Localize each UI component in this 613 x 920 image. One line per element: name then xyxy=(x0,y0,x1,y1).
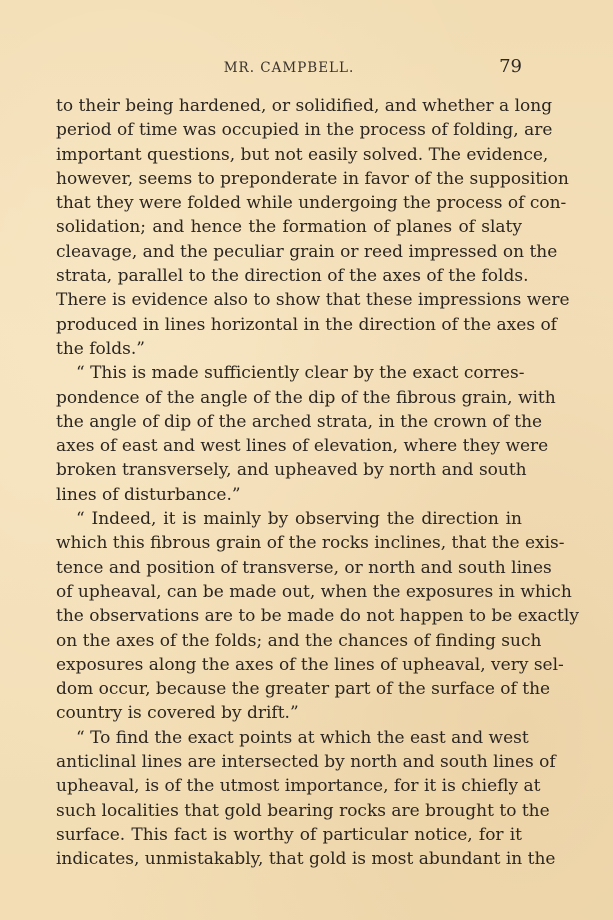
running-title: MR. CAMPBELL. xyxy=(223,60,355,76)
paragraph xyxy=(56,361,556,507)
text-line: country is covered by drift.” xyxy=(56,703,299,724)
text-line: which this fibrous grain of the rocks inclines, that the exis- xyxy=(56,533,565,554)
paragraph xyxy=(56,726,556,872)
text-line: strata, parallel to the direction of the axes of the folds. xyxy=(56,266,529,287)
text-line: broken transversely, and upheaved by north and south xyxy=(56,460,527,481)
running-head xyxy=(56,58,522,78)
text-line: “ Indeed, it is mainly by observing the direction in xyxy=(76,509,522,530)
text-line: solidation; and hence the formation of planes of slaty xyxy=(56,217,522,238)
page-number: 79 xyxy=(499,56,522,77)
text-line: such localities that gold bearing rocks are brought to the xyxy=(56,800,550,821)
text-line: however, seems to preponderate in favor of the supposition xyxy=(56,168,569,189)
text-line: upheaval, is of the utmost importance, for it is chiefly at xyxy=(56,776,541,797)
text-line: anticlinal lines are intersected by north and south lines of xyxy=(56,752,556,773)
text-line: “ To find the exact points at which the east and west xyxy=(76,727,529,748)
paragraph xyxy=(56,507,579,726)
text-line: lines of disturbance.” xyxy=(56,484,241,505)
paragraph xyxy=(56,94,570,361)
text-line: produced in lines horizontal in the direction of the axes of xyxy=(56,314,557,335)
text-line: of upheaval, can be made out, when the exposures in which xyxy=(56,581,572,602)
text-line: important questions, but not easily solved. The evidence, xyxy=(56,144,549,165)
text-line: the folds.” xyxy=(56,338,145,359)
text-line: dom occur, because the greater part of the surface of the xyxy=(56,679,551,700)
text-line: on the axes of the folds; and the chances of finding such xyxy=(56,630,542,651)
text-line: the observations are to be made do not happen to be exactly xyxy=(56,606,579,627)
body-text xyxy=(56,94,579,872)
text-line: axes of east and west lines of elevation, where they were xyxy=(56,436,549,457)
text-line: period of time was occupied in the process of folding, are xyxy=(56,120,553,141)
text-line: to their being hardened, or solidified, and whether a long xyxy=(56,96,553,116)
text-line: cleavage, and the peculiar grain or reed impressed on the xyxy=(56,241,558,262)
text-line: pondence of the angle of the dip of the fibrous grain, with xyxy=(56,387,556,408)
text-line: indicates, unmistakably, that gold is most abundant in the xyxy=(56,849,556,870)
text-line: exposures along the axes of the lines of upheaval, very sel- xyxy=(56,654,564,675)
text-line: surface. This fact is worthy of particular notice, for it xyxy=(56,824,522,845)
text-line: tence and position of transverse, or north and south lines xyxy=(56,557,552,578)
text-line: the angle of dip of the arched strata, in the crown of the xyxy=(56,411,543,432)
text-line: “ This is made sufficiently clear by the exact corres- xyxy=(76,363,525,384)
text-line: There is evidence also to show that these impressions were xyxy=(56,290,570,311)
text-line: that they were folded while undergoing the process of con- xyxy=(56,193,567,214)
